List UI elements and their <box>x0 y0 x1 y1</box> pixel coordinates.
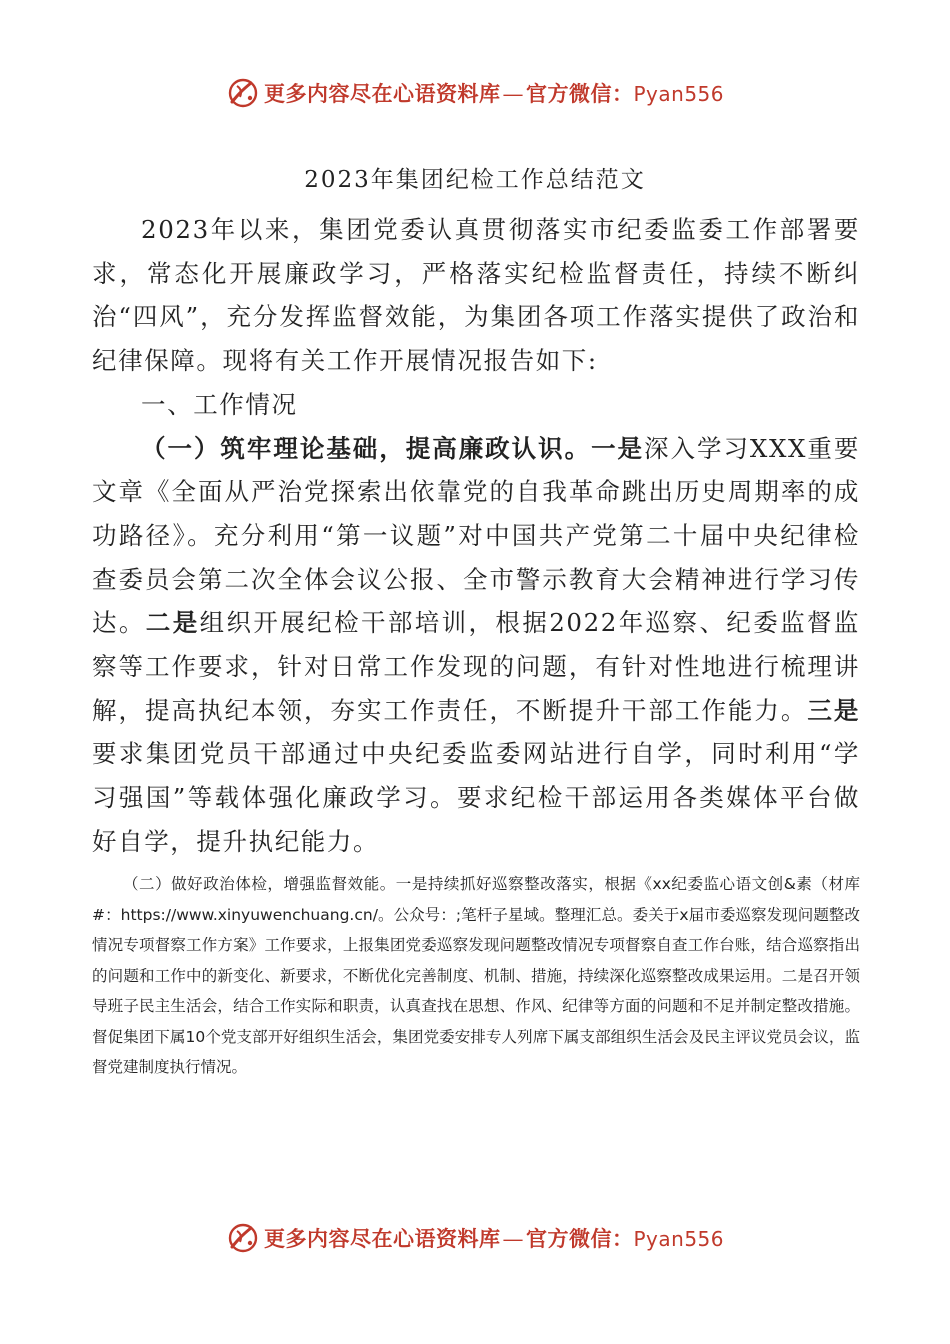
part-one-marker-3: 三是 <box>807 695 861 725</box>
watermark-banner-bottom <box>0 1218 950 1258</box>
watermark-brand-text: 更多内容尽在心语资料库 <box>263 81 501 106</box>
part-one-marker-2: 二是 <box>145 608 200 638</box>
part-one-paragraph <box>92 427 860 864</box>
document-body <box>92 208 860 864</box>
brand-logo-icon <box>226 76 260 110</box>
part-one-marker-1: 一是 <box>591 433 645 463</box>
part-one-text-1: 深入学习XXX重要文章《全面从严治党探索出依靠党的自我革命跳出历史周期率的成功路径》。充分利用“第一议题”对中国共产党第二十届中央纪律检查委员会第二次全体会议公报、全市警示教育大会精神进行学习传达。 <box>92 433 860 638</box>
watermark-wechat-label: 官方微信： <box>525 81 634 106</box>
watermark-separator: — <box>502 82 524 106</box>
watermark-separator: — <box>502 1227 524 1251</box>
watermark-wechat-id: Pyan556 <box>633 82 724 106</box>
part-two-block <box>92 869 860 1083</box>
page-title: 2023年集团纪检工作总结范文 <box>304 167 646 193</box>
watermark-banner-top <box>0 73 950 113</box>
part-one-text-2: 组织开展纪检干部培训，根据2022年巡察、纪委监督监察等工作要求，针对日常工作发现的问题，有针对性地进行梳理讲解，提高执纪本领，夯实工作责任，不断提升干部工作能力。 <box>92 608 861 725</box>
watermark-brand-text: 更多内容尽在心语资料库 <box>263 1226 501 1251</box>
watermark-wechat-label: 官方微信： <box>525 1226 634 1251</box>
section-one-heading: 一、工作情况 <box>141 389 298 419</box>
intro-paragraph: 2023年以来，集团党委认真贯彻落实市纪委监委工作部署要求，常态化开展廉政学习，严格落实纪检监督责任，持续不断纠治“四风”，充分发挥监督效能，为集团各项工作落实提供了政治和纪律保障。现将有关工作开展情况报告如下: <box>92 215 860 376</box>
part-one-text-3: 要求集团党员干部通过中央纪委监委网站进行自学，同时利用“学习强国”等载体强化廉政学习。要求纪检干部运用各类媒体平台做好自学，提升执纪能力。 <box>92 739 860 856</box>
part-one-heading: （一）筑牢理论基础，提高廉政认识。 <box>141 433 592 463</box>
watermark-wechat-id: Pyan556 <box>633 1227 724 1251</box>
brand-logo-icon <box>226 1221 260 1255</box>
part-two-paragraph: （二）做好政治体检，增强监督效能。一是持续抓好巡察整改落实，根据《xx纪委监心语文创&素（材库#：https://www.xinyuwenchuang.cn/。公众号：;笔杆子星域。整理汇总。委关于x届市委巡察发现问题整改情况专项督察工作方案》工作要求，上报集团党委巡察发现问题整改情况专项督察自查工作台账，结合巡察指出的问题和工作中的新变化、新要求，不断优化完善制度、机制、措施，持续深化巡察整改成果运用。二是召开领导班子民主生活会，结合工作实际和职责，认真查找在思想、作风、纪律等方面的问题和不足并制定整改措施。督促集团下属10个党支部开好组织生活会，集团党委安排专人列席下属支部组织生活会及民主评议党员会议，监督党建制度执行情况。 <box>92 875 860 1076</box>
